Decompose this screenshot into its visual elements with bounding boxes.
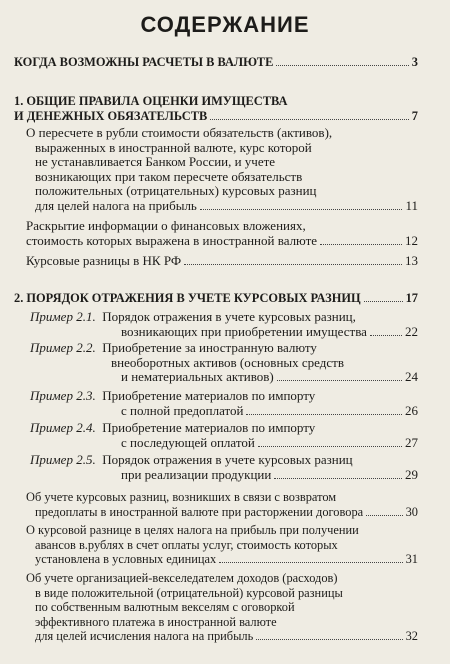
toc-entry-text: Приобретение материалов по импорту	[102, 388, 316, 403]
toc-entry-text: 1. ОБЩИЕ ПРАВИЛА ОЦЕНКИ ИМУЩЕСТВА	[14, 94, 288, 108]
toc-page-number: 31	[405, 552, 418, 566]
toc-entry-financial-investments[interactable]	[26, 219, 418, 248]
dot-leader	[219, 561, 402, 563]
toc-page-number: 22	[405, 323, 418, 339]
toc-entry-text: стоимость которых выражена в иностранной валюте	[26, 232, 318, 248]
dot-leader	[258, 445, 402, 447]
toc-entry-text: в виде положительной (отрицательной) курсовой разницы	[35, 585, 343, 600]
toc-entry-chapter-1[interactable]	[14, 94, 418, 124]
toc-entry-example-2-4[interactable]	[30, 421, 418, 450]
toc-page-number: 3	[411, 55, 418, 69]
toc-page-number: 7	[411, 109, 418, 123]
toc-entry-example-2-5[interactable]	[30, 453, 418, 482]
dot-leader	[320, 243, 402, 245]
toc-page-number: 27	[405, 434, 418, 450]
toc-entry-text: по собственным валютным векселям с оговоркой	[35, 600, 295, 614]
toc-entry-text: возникающих при приобретении имущества	[121, 323, 367, 339]
toc-page-number: 32	[405, 629, 418, 643]
dot-leader	[364, 300, 403, 302]
toc-entry-text: не устанавливается Банком России, и учете	[35, 154, 276, 169]
toc-entry-text: для целей налога на прибыль	[35, 197, 197, 213]
toc-entry-text: Приобретение материалов по импорту	[102, 420, 316, 435]
dot-leader	[210, 118, 409, 120]
toc-entry-text: и нематериальных активов)	[121, 369, 274, 384]
toc-entry-chapter-2[interactable]	[14, 291, 418, 306]
toc-entry-text: предоплаты в иностранной валюте при расторжении договора	[35, 504, 364, 519]
toc-entry-text: Курсовые разницы в НК РФ	[26, 253, 182, 268]
example-label: Пример 2.4.	[30, 420, 96, 435]
page-title: СОДЕРЖАНИЕ	[140, 12, 310, 37]
toc-entry-text: возникающих при таком пересчете обязательств	[35, 168, 303, 184]
dot-leader	[256, 638, 402, 640]
toc-entry-ruble-advances[interactable]	[26, 523, 418, 567]
toc-page-number: 11	[405, 197, 418, 213]
toc-entry-example-2-2[interactable]	[30, 341, 418, 385]
toc-entry-text: положительных (отрицательных) курсовых разниц	[35, 183, 317, 198]
example-label: Пример 2.1.	[30, 309, 96, 324]
toc-entry-prepayment-return[interactable]	[26, 490, 418, 519]
example-label: Пример 2.3.	[30, 388, 96, 403]
toc-entry-text: Об учете организацией-векселедателем доходов (расходов)	[26, 571, 338, 585]
toc-entry-text: И ДЕНЕЖНЫХ ОБЯЗАТЕЛЬСТВ	[14, 109, 208, 123]
dot-leader	[184, 263, 402, 265]
toc-entry-text: с последующей оплатой	[121, 434, 255, 450]
toc-page-number: 30	[405, 504, 418, 519]
dot-leader	[246, 413, 402, 415]
toc-entry-text: Приобретение за иностранную валюту	[102, 340, 317, 355]
toc-entry-text: с полной предоплатой	[121, 402, 244, 418]
toc-entry-example-2-3[interactable]	[30, 389, 418, 418]
dot-leader	[200, 208, 403, 210]
toc-page-number: 26	[405, 402, 418, 418]
toc-entry-text: Раскрытие информации о финансовых вложениях,	[26, 218, 306, 233]
toc-entry-text: О курсовой разнице в целях налога на прибыль при получении	[26, 523, 359, 537]
toc-entry-text: О пересчете в рубли стоимости обязательств (активов),	[26, 125, 333, 140]
toc-page-number: 13	[405, 253, 418, 268]
toc-page-number: 12	[405, 232, 418, 248]
toc-entry-text: установлена в условных единицах	[35, 552, 217, 566]
toc-page-number: 17	[405, 291, 418, 305]
toc-entry-text: Порядок отражения в учете курсовых разниц,	[102, 309, 356, 324]
example-label: Пример 2.5.	[30, 452, 96, 467]
dot-leader	[366, 514, 402, 516]
toc-entry-text: при реализации продукции	[121, 466, 272, 482]
toc-entry-text: авансов в.рублях в счет оплаты услуг, стоимость которых	[35, 537, 338, 552]
toc-entry-currency-settlements[interactable]	[14, 55, 418, 70]
toc-entry-text: 2. ПОРЯДОК ОТРАЖЕНИЯ В УЧЕТЕ КУРСОВЫХ РАЗНИЦ	[14, 291, 361, 305]
example-label: Пример 2.2.	[30, 340, 96, 355]
toc-entry-text: Порядок отражения в учете курсовых разниц	[102, 452, 353, 467]
toc-entry-text: выраженных в иностранной валюте, курс которой	[35, 139, 312, 155]
dot-leader	[370, 334, 402, 336]
dot-leader	[276, 64, 408, 66]
toc-entry-promissory-notes[interactable]	[26, 571, 418, 644]
toc-entry-text: для целей исчисления налога на прибыль	[35, 629, 254, 643]
toc-entry-text: эффективного платежа в иностранной валюте	[35, 614, 277, 629]
toc-entry-tax-code-differences[interactable]	[26, 254, 418, 269]
toc-entry-text: внеоборотных активов (основных средств	[111, 354, 344, 370]
toc-entry-ruble-recalculation[interactable]	[26, 126, 418, 213]
toc-page-number: 29	[405, 466, 418, 482]
dot-leader	[277, 379, 402, 381]
toc-entry-text: КОГДА ВОЗМОЖНЫ РАСЧЕТЫ В ВАЛЮТЕ	[14, 55, 274, 69]
toc-entry-text: Об учете курсовых разниц, возникших в связи с возвратом	[26, 490, 337, 504]
toc-page-number: 24	[405, 369, 418, 384]
toc-entry-example-2-1[interactable]	[30, 310, 418, 339]
dot-leader	[274, 477, 402, 479]
